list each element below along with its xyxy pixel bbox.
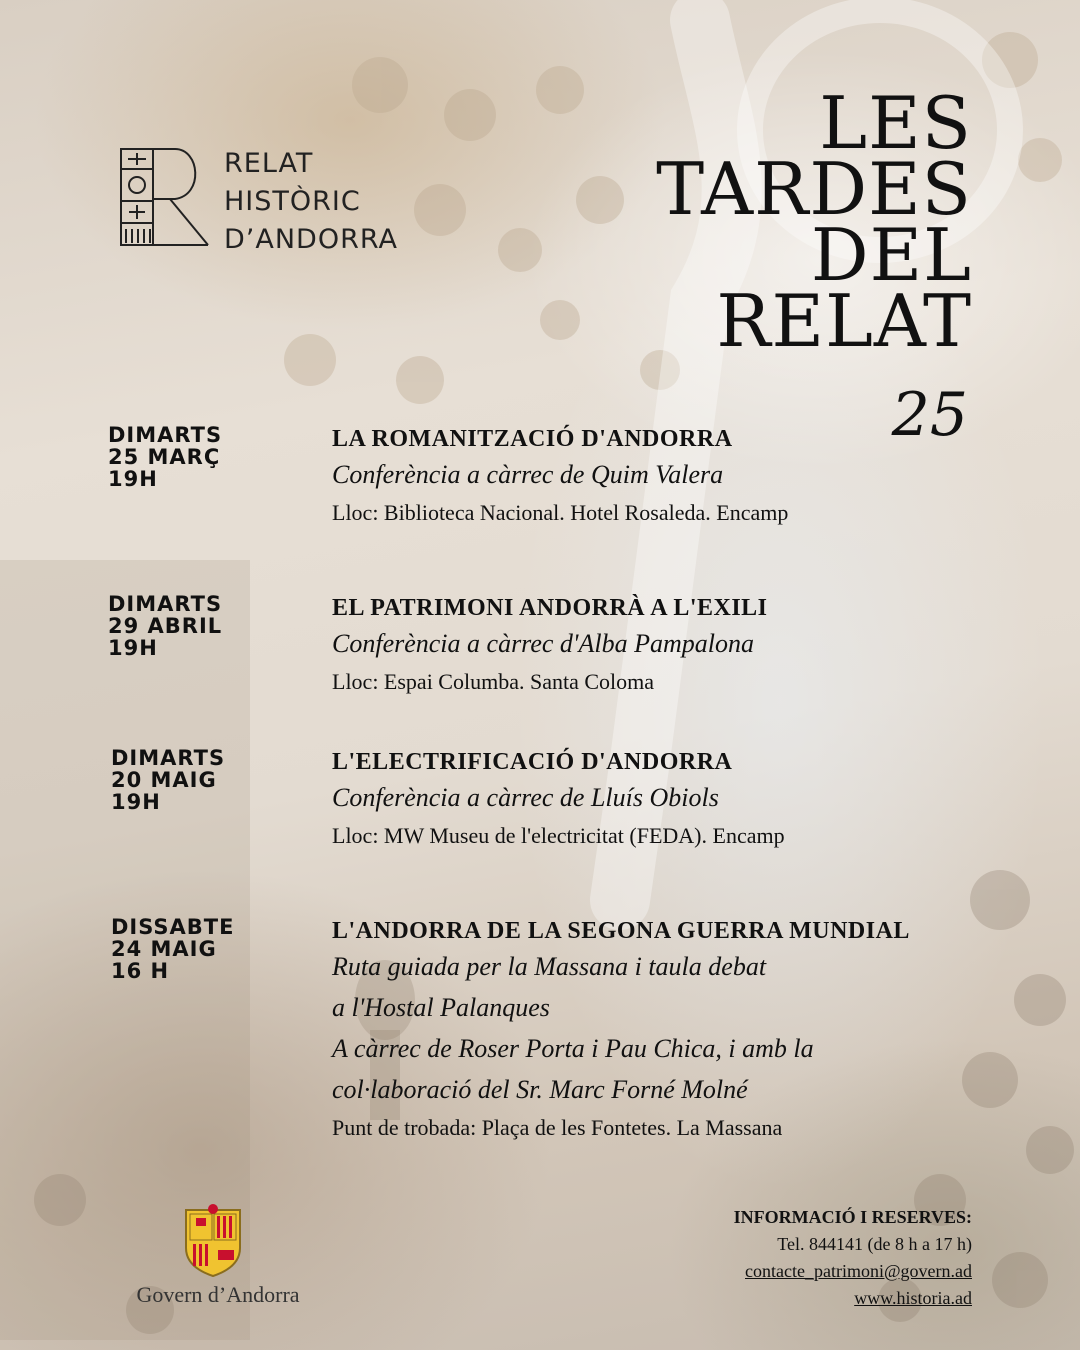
- event-subtitle-line: Ruta guiada per la Massana i taula debat: [332, 952, 767, 981]
- event-time: 19H: [108, 467, 158, 491]
- contact-info: [734, 1204, 972, 1312]
- event-info: [332, 916, 982, 1146]
- event-title: LA ROMANITZACIÓ D'ANDORRA: [332, 426, 733, 452]
- event-info: [332, 593, 982, 700]
- logo-line-3: D’ANDORRA: [224, 224, 398, 255]
- website-link[interactable]: www.historia.ad: [854, 1288, 972, 1308]
- event-title: EL PATRIMONI ANDORRÀ A L'EXILI: [332, 595, 768, 621]
- event-place: Lloc: Biblioteca Nacional. Hotel Rosaleda. Encamp: [332, 500, 789, 525]
- title-line-4: RELAT: [716, 279, 972, 363]
- event-date-block: [111, 916, 234, 982]
- relat-historic-logo: [120, 145, 420, 255]
- event-date: 20 MAIG: [111, 768, 217, 792]
- contact-email-link[interactable]: contacte_patrimoni@govern.ad: [745, 1261, 972, 1281]
- event-day: DISSABTE: [111, 915, 235, 939]
- contact-heading: INFORMACIÓ I RESERVES:: [733, 1207, 972, 1227]
- event-day: DIMARTS: [108, 592, 223, 616]
- event-subtitle-line: col·laboració del Sr. Marc Forné Molné: [332, 1075, 748, 1104]
- govern-andorra-name: Govern d’Andorra: [136, 1282, 300, 1307]
- event-time: 19H: [108, 636, 158, 660]
- event-day: DIMARTS: [108, 423, 223, 447]
- title-line-1: LES: [819, 81, 972, 165]
- event-subtitle: Conferència a càrrec de Lluís Obiols: [332, 783, 719, 812]
- andorra-coat-of-arms-icon: [180, 1204, 246, 1278]
- event-date-block: [111, 747, 225, 813]
- event-place: Lloc: Espai Columba. Santa Coloma: [332, 669, 655, 694]
- event-info: [332, 747, 982, 854]
- title-line-3: DEL: [810, 213, 972, 297]
- event-day: DIMARTS: [111, 746, 226, 770]
- logo-wordmark: [224, 145, 398, 259]
- title-line-2: TARDES: [656, 147, 972, 231]
- event-place: Lloc: MW Museu de l'electricitat (FEDA). Encamp: [332, 823, 785, 848]
- event-date-block: [108, 424, 222, 490]
- event-date-block: [108, 593, 222, 659]
- event-subtitle-line: A càrrec de Roser Porta i Pau Chica, i amb la: [332, 1034, 814, 1063]
- contact-phone: Tel. 844141 (de 8 h a 17 h): [777, 1234, 972, 1254]
- event-date: 29 ABRIL: [108, 614, 223, 638]
- event-title: L'ANDORRA DE LA SEGONA GUERRA MUNDIAL: [332, 918, 910, 944]
- event-info: [332, 424, 982, 531]
- event-subtitle: Conferència a càrrec d'Alba Pampalona: [332, 629, 754, 658]
- event-place: Punt de trobada: Plaça de les Fontetes. La Massana: [332, 1115, 783, 1140]
- event-title: L'ELECTRIFICACIÓ D'ANDORRA: [332, 749, 733, 775]
- govern-andorra-logo: [118, 1200, 318, 1315]
- event-date: 25 MARÇ: [108, 445, 221, 469]
- event-date: 24 MAIG: [111, 937, 217, 961]
- event-time: 16 H: [111, 959, 170, 983]
- logo-line-1: RELAT: [224, 148, 314, 179]
- event-subtitle-line: a l'Hostal Palanques: [332, 993, 550, 1022]
- relat-monogram-icon: [120, 147, 210, 247]
- event-subtitle: Conferència a càrrec de Quim Valera: [332, 460, 724, 489]
- logo-line-2: HISTÒRIC: [224, 186, 361, 217]
- title-year: 25: [891, 380, 968, 450]
- page-title: [656, 81, 972, 363]
- event-time: 19H: [111, 790, 161, 814]
